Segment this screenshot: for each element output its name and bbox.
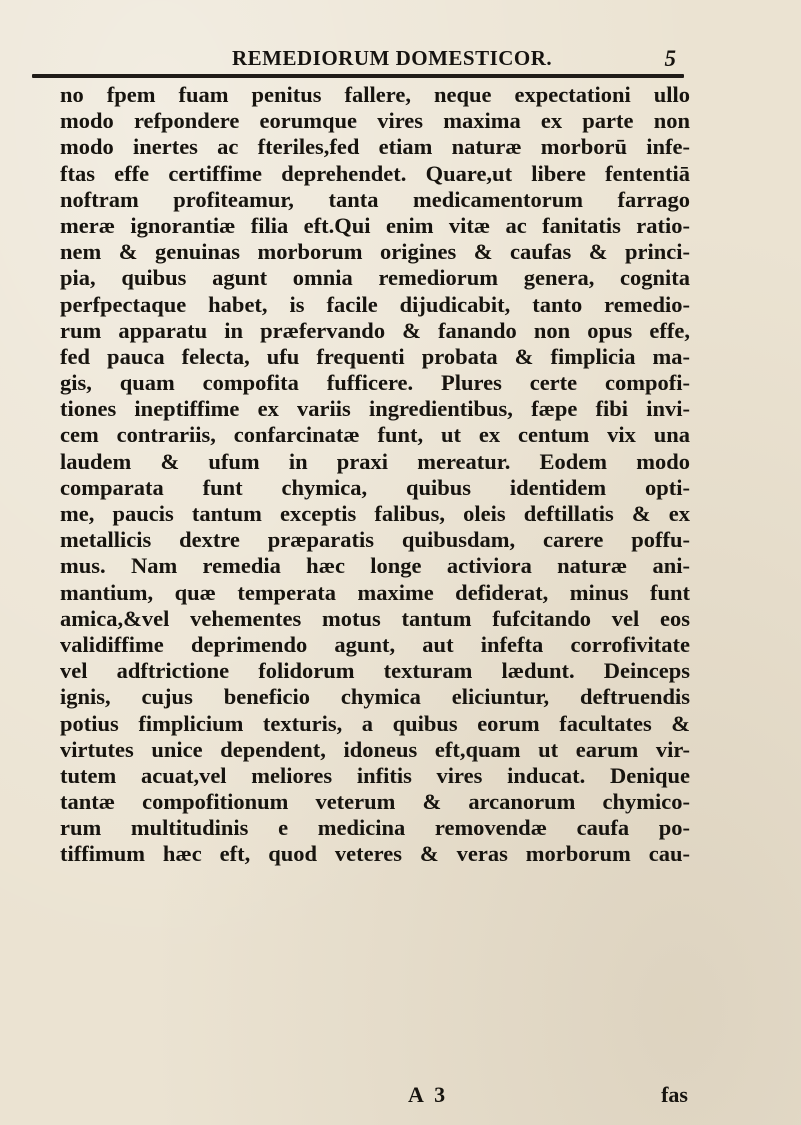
text-line: cem contrariis, confarcinatæ funt, ut ex centum vix una <box>60 422 690 448</box>
text-line: tutem acuat,vel meliores infitis vires inducat. Denique <box>60 762 690 788</box>
text-line: rum multitudinis e medicina removendæ caufa po- <box>60 815 690 841</box>
text-line: virtutes unice dependent, idoneus eft,quam ut earum vir- <box>60 736 690 762</box>
text-line: me, paucis tantum exceptis falibus, oleis deftillatis & ex <box>60 501 690 526</box>
header-rule <box>32 74 684 78</box>
running-title: REMEDIORUM DOMESTICOR. <box>232 46 553 70</box>
text-line: ignis, cujus beneficio chymica eliciuntur, deftruendis <box>60 684 690 710</box>
running-head <box>60 46 680 74</box>
catchword: fas <box>661 1082 688 1107</box>
text-line: tantæ compofitionum veterum & arcanorum chymico- <box>60 789 690 815</box>
text-line: ftas effe certiffime deprehendet. Quare,ut libere fententiā <box>60 160 690 186</box>
text-line: meræ ignorantiæ filia eft.Qui enim vitæ ac fanitatis ratio- <box>60 212 690 238</box>
text-line: comparata funt chymica, quibus identidem opti- <box>60 474 690 500</box>
text-line: modo refpondere eorumque vires maxima ex parte non <box>60 108 690 134</box>
text-line: vel adftrictione folidorum texturam lædunt. Deinceps <box>60 658 690 684</box>
text-line: validiffime deprimendo agunt, aut infefta corrofivitate <box>60 631 690 657</box>
text-line: pia, quibus agunt omnia remediorum genera, cognita <box>60 265 690 291</box>
text-line: no fpem fuam penitus fallere, neque expectationi ullo <box>60 82 690 107</box>
text-line: mus. Nam remedia hæc longe activiora naturæ ani- <box>60 553 690 579</box>
text-line: perfpectaque habet, is facile dijudicabit, tanto remedio- <box>60 291 690 317</box>
body-text <box>60 82 690 868</box>
text-line: laudem & ufum in praxi mereatur. Eodem modo <box>60 448 690 474</box>
text-line: amica,&vel vehementes motus tantum fufcitando vel eos <box>60 605 690 631</box>
text-line: tiones ineptiffime ex variis ingredientibus, fæpe fibi invi- <box>60 396 690 422</box>
page-footer <box>60 1082 690 1110</box>
text-line: nem & genuinas morborum origines & caufas & princi- <box>60 239 690 265</box>
page-number: 5 <box>664 46 676 71</box>
signature-mark: A 3 <box>408 1082 446 1107</box>
text-line: tiffimum hæc eft, quod veteres & veras morborum cau- <box>60 841 690 867</box>
text-line: noftram profiteamur, tanta medicamentorum farrago <box>60 186 690 212</box>
text-line: modo inertes ac fteriles,fed etiam naturæ morborū infe- <box>60 134 690 160</box>
text-line: mantium, quæ temperata maxime defiderat, minus funt <box>60 579 690 605</box>
text-line: potius fimplicium texturis, a quibus eorum facultates & <box>60 710 690 736</box>
text-line: gis, quam compofita fufficere. Plures certe compofi- <box>60 370 690 396</box>
text-line: metallicis dextre præparatis quibusdam, carere poffu- <box>60 527 690 553</box>
text-line: rum apparatu in præfervando & fanando non opus effe, <box>60 317 690 343</box>
text-line: fed pauca felecta, ufu frequenti probata & fimplicia ma- <box>60 343 690 369</box>
